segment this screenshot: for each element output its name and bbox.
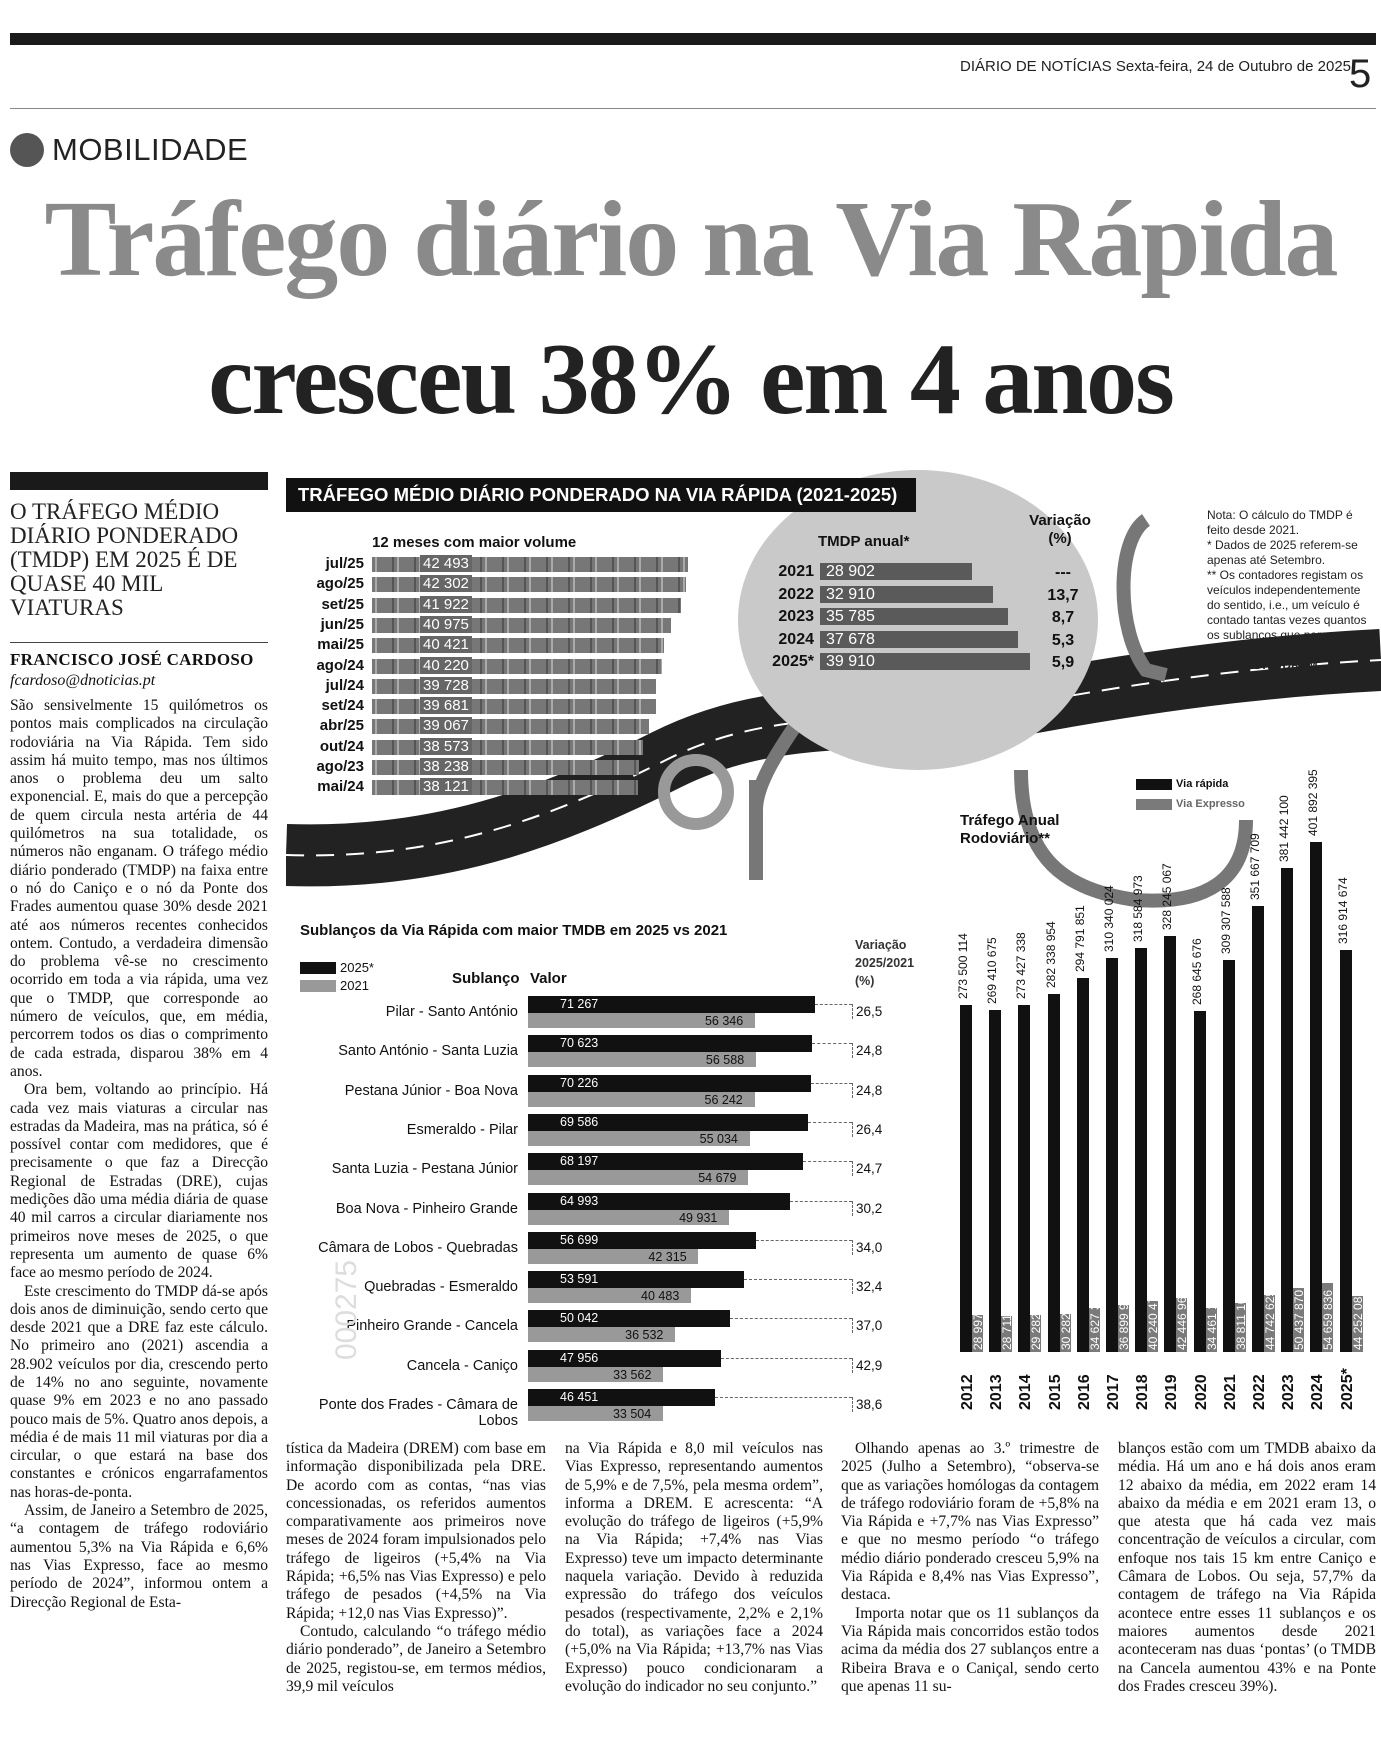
- article-column-3: [565, 1440, 823, 1696]
- label-via-rapida: 282 338 954: [1043, 921, 1058, 988]
- month-bar: [372, 780, 638, 795]
- sublanco-row: [290, 1271, 910, 1305]
- tmdp-value: 39 910: [826, 653, 875, 670]
- label-via-expresso: 30 282 091: [1058, 1289, 1073, 1350]
- label-via-expresso: 34 461 142: [1204, 1289, 1219, 1350]
- sublanco-row: [290, 1389, 910, 1429]
- month-value: 42 302: [420, 575, 472, 592]
- variation-value: 30,2: [852, 1201, 882, 1216]
- sublanco-row: [290, 1193, 910, 1227]
- months-chart-title: 12 meses com maior volume: [372, 534, 577, 551]
- leader-line: [803, 1161, 852, 1162]
- leader-line: [756, 1240, 852, 1241]
- month-label: ago/23: [316, 758, 364, 775]
- year-label: 2012: [959, 1374, 976, 1410]
- legend-via-rapida: [1136, 778, 1228, 790]
- label-via-expresso: 38 811 105: [1233, 1290, 1248, 1350]
- sublanco-row: [290, 1153, 910, 1187]
- variation-value: 26,5: [852, 1004, 882, 1019]
- month-label: jul/24: [325, 676, 364, 694]
- tmdp-year: 2024: [778, 630, 814, 648]
- month-label: ago/24: [316, 656, 364, 674]
- month-bar: [372, 699, 656, 714]
- author-email[interactable]: fcardoso@dnoticias.pt: [10, 672, 156, 689]
- label-via-expresso: 40 240 479: [1146, 1289, 1161, 1350]
- bar-2025: [528, 1310, 730, 1327]
- year-label: 2024: [1309, 1374, 1327, 1410]
- value-2021: 40 483: [641, 1289, 680, 1304]
- section-name: MOBILIDADE: [52, 132, 249, 167]
- label-via-rapida: 309 307 588: [1218, 886, 1233, 954]
- value-2021: 33 504: [612, 1407, 652, 1421]
- tmdp-year: 2021: [778, 563, 814, 580]
- sublanco-name: Ponte dos Frades - Câmara de Lobos: [318, 1397, 518, 1429]
- tmdp-chart-title: TMDP anual*: [818, 533, 910, 550]
- month-value: 40 975: [420, 616, 472, 633]
- column-sublanco: Sublanço: [452, 970, 520, 987]
- paragraph: tística da Madeira (DREM) com base em informação disponibilizada pela DRE. De acordo com as contas, “nas vias concessionadas, os referidos aumentos comparativamente aos primeiros nove meses de 2024 foram impulsionados pelo tráfego de ligeiros (+5,4% na Via Rápida; +6,5% nas Vias Expresso) e pelo tráfego de pesados (+4,5% na Via Rápida; +12,0 nas Vias Expresso)”.: [286, 1440, 546, 1622]
- tmdp-variation: 13,7: [1047, 586, 1079, 604]
- tmdp-variation: 5,3: [1051, 631, 1075, 649]
- article-column-4: [841, 1440, 1099, 1696]
- label-via-expresso: 54 659 836: [1321, 1289, 1336, 1350]
- tmdp-value: 28 902: [826, 563, 875, 580]
- section-label: [10, 130, 248, 170]
- value-2025: 56 699: [560, 1232, 599, 1247]
- sublanco-name: Pinheiro Grande - Cancela: [346, 1318, 518, 1335]
- header-divider: [10, 108, 1376, 109]
- value-2021: 33 562: [613, 1367, 652, 1382]
- leader-line: [811, 1083, 852, 1084]
- legend-2021: [300, 978, 369, 993]
- sublanco-name: Pilar - Santo António: [385, 1004, 518, 1020]
- bar-via-rapida: [1252, 906, 1264, 1352]
- label-via-rapida: 294 791 851: [1072, 905, 1087, 972]
- month-value: 38 238: [420, 758, 472, 775]
- legend-swatch: [1136, 799, 1172, 810]
- sublanco-name: Santo António - Santa Luzia: [338, 1043, 518, 1060]
- paragraph: Assim, de Janeiro a Setembro de 2025, “a contagem de tráfego rodoviário aumentou 5,3% na Via Rápida e 6,6% nas Vias Expresso, face ao mesmo período de 2024”, informou ontem a Direcção Regional de Esta-: [10, 1502, 268, 1611]
- sublanco-row: [290, 1232, 910, 1266]
- month-row: [300, 716, 700, 736]
- deck-bar: [10, 472, 268, 490]
- year-label: 2025*: [1338, 1368, 1356, 1410]
- label-via-expresso: 36 899 972: [1117, 1289, 1131, 1350]
- tmdp-row: [770, 606, 1100, 628]
- tmdp-variation: 5,9: [1051, 654, 1075, 671]
- variation-value: 24,7: [852, 1161, 882, 1176]
- month-label: mai/25: [317, 636, 364, 654]
- article-column-1: [10, 697, 268, 1612]
- month-bar: [372, 618, 671, 633]
- legend-label: 2025*: [340, 960, 374, 975]
- section-dot-icon: [10, 133, 44, 167]
- chart-note: [1207, 508, 1367, 673]
- variation-value: 24,8: [852, 1043, 882, 1058]
- label-via-rapida: 269 410 675: [985, 937, 1000, 1005]
- tmdp-row: [770, 561, 1100, 583]
- month-value: 40 421: [420, 636, 472, 653]
- month-label: out/24: [319, 737, 364, 755]
- month-value: 38 121: [420, 778, 472, 795]
- bar-via-rapida: [1281, 868, 1293, 1352]
- sublanco-name: Câmara de Lobos - Quebradas: [318, 1239, 518, 1256]
- label-via-rapida: 381 442 100: [1277, 795, 1292, 863]
- sublanco-name: Quebradas - Esmeraldo: [364, 1279, 518, 1296]
- month-label: jul/25: [325, 555, 364, 572]
- variation-value: 37,0: [852, 1318, 882, 1333]
- column-valor: Valor: [530, 970, 567, 987]
- bar-via-rapida: [1223, 960, 1235, 1352]
- value-2025: 70 226: [560, 1075, 599, 1090]
- tmdp-variation: ---: [1055, 564, 1071, 581]
- month-label: set/25: [321, 595, 364, 613]
- value-2025: 71 267: [560, 997, 599, 1011]
- year-label: 2017: [1105, 1374, 1122, 1410]
- legend-swatch: [300, 980, 336, 992]
- label-via-expresso: 44 742 625: [1263, 1289, 1277, 1350]
- leader-line: [721, 1358, 852, 1359]
- bar-via-rapida: [1310, 842, 1322, 1352]
- leader-line: [744, 1279, 852, 1280]
- month-row: [300, 554, 700, 574]
- month-value: 39 067: [420, 717, 472, 734]
- value-2025: 46 451: [560, 1390, 599, 1404]
- year-label: 2023: [1280, 1374, 1298, 1410]
- paragraph: São sensivelmente 15 quilómetros os pontos mais complicados na circulação rodoviária na Via Rápida. Tem sido assim há muito tempo, mas nos últimos anos o problema deu um salto exponencial. E, mais do que a percepção de quem circula nesta artéria de 44 quilómetros na sua totalidade, os números não enganam. O tráfego médio diário ponderado (TMDP) na faixa entre o nó do Caniço e o nó da Ponte dos Frades aumentou quase 30% desde 2021 até aos números recentes conhecidos ontem. Contudo, a verdadeira dimensão do problema vê-se no crescimento ocorrido em toda a via rápida, uma vez que o TMDP, que corresponde ao número de veículos, que, em média, percorrem todos os dias o comprimento de cada estrada, disparou 38% em 4 anos.: [10, 697, 268, 1080]
- sublanco-name: Cancela - Caniço: [406, 1357, 518, 1374]
- value-2025: 64 993: [560, 1193, 599, 1208]
- month-value: 41 922: [420, 596, 472, 613]
- variation-value: 34,0: [852, 1240, 882, 1255]
- month-bar: [372, 760, 639, 775]
- sublanco-row: [290, 1310, 910, 1344]
- month-label: ago/25: [316, 575, 364, 593]
- deck: O TRÁFEGO MÉDIO DIÁRIO PONDERADO (TMDP) EM 2025 É DE QUASE 40 MIL VIATURAS: [10, 499, 239, 620]
- sources: Fontes: DRE/DREM: [1207, 658, 1318, 672]
- headline-line2: cresceu 38% em 4 anos: [208, 323, 1173, 436]
- sublanco-row: [290, 1350, 910, 1384]
- label-via-expresso: 34 627 338: [1087, 1289, 1102, 1350]
- month-label: mai/24: [317, 778, 364, 796]
- paragraph: Olhando apenas ao 3.º trimestre de 2025 (Julho a Setembro), “observa-se que as variações homólogas da contagem de tráfego rodoviário foram de +5,8% na Via Rápida e +7,7% nas Vias Expresso” e que no mesmo período “o tráfego médio diário ponderado cresceu 5,9% na Via Rápida e 8,4% nas Vias Expresso”, destaca.: [841, 1440, 1099, 1604]
- paragraph: na Via Rápida e 8,0 mil veículos nas Vias Expresso, representando aumentos de 5,9% e de 7,5%, pela mesma ordem”, informa a DREM. E acrescenta: “A evolução do tráfego de ligeiros (+5,9% na Via Rápida; +7,4% nas Vias Expresso) teve um impacto determinante naquela variação. Devido à reduzida expressão do tráfego dos veículos pesados (respectivamente, 2,2% e 2,1% do total), as variações face a 2024 (+5,0% na Via Rápida; +13,7% nas Vias Expresso) pouco condicionaram a evolução do indicador no seu conjunto.”: [565, 1440, 823, 1695]
- sublanco-name: Pestana Júnior - Boa Nova: [344, 1082, 518, 1099]
- variation-value: 32,4: [852, 1279, 882, 1294]
- value-2021: 56 242: [704, 1092, 743, 1107]
- month-row: [300, 656, 700, 676]
- year-label: 2019: [1163, 1374, 1181, 1410]
- sublanco-name: Santa Luzia - Pestana Júnior: [331, 1161, 518, 1178]
- watermark: 000275: [330, 1259, 363, 1360]
- tmdp-value: 32 910: [826, 585, 875, 603]
- legend-swatch: [1136, 779, 1172, 790]
- tmdp-year: 2022: [778, 585, 814, 603]
- leader-line: [715, 1397, 852, 1398]
- bar-via-rapida: [1194, 1011, 1206, 1352]
- paragraph: Este crescimento do TMDP dá-se após dois anos de diminuição, sendo certo que desde 2021 que a DRE faz este cálculo. No primeiro ano (2021) ascendia a 28.902 veículos por dia, crescendo perto de 14% no ano seguinte, novamente quase 9% em 2023 e no ano passado pouco mais de 5%. Quatro anos depois, a média é de mais 11 mil viaturas por dia a circular, o que estará na base dos constantes e crónicos engarrafamentos nas horas-de-ponta.: [10, 1282, 268, 1501]
- year-label: 2013: [988, 1374, 1006, 1410]
- value-2021: 42 315: [648, 1249, 687, 1264]
- value-2025: 68 197: [560, 1154, 599, 1169]
- leader-line: [815, 1004, 852, 1005]
- sublanco-row: [290, 996, 910, 1030]
- value-2025: 53 591: [560, 1272, 599, 1287]
- month-row: [300, 696, 700, 716]
- label-via-rapida: 268 645 676: [1189, 938, 1204, 1006]
- value-2025: 69 586: [560, 1114, 599, 1129]
- value-2021: 54 679: [698, 1171, 737, 1186]
- tmdp-row: [770, 629, 1100, 651]
- sublanco-name: Boa Nova - Pinheiro Grande: [335, 1200, 518, 1217]
- paragraph: Contudo, calculando “o tráfego médio diário ponderado”, de Janeiro a Setembro de 2025, registou-se, em termos médios, 39,9 mil veículos: [286, 1622, 546, 1695]
- month-value: 38 573: [420, 738, 472, 755]
- tmdp-variation: 8,7: [1051, 609, 1075, 626]
- label-via-expresso: 44 252 082: [1350, 1289, 1365, 1350]
- leader-line: [730, 1318, 852, 1319]
- top-rule: [10, 33, 1376, 45]
- variation-value: 26,4: [852, 1122, 882, 1137]
- note-text: Nota: O cálculo do TMDP é feito desde 2021. * Dados de 2025 referem-se apenas até Setembro. ** Os contadores registam os veículos independentemente do sentido, i.e., um veículo é contado tantas vezes quantos os sublanços que percorre em cada sentido.: [1207, 508, 1367, 657]
- year-label: 2015: [1046, 1374, 1064, 1410]
- month-bar: [372, 719, 649, 734]
- bar-2025: [528, 1350, 721, 1367]
- label-via-expresso: 28 711 467: [1000, 1290, 1015, 1350]
- infographic-title: TRÁFEGO MÉDIO DIÁRIO PONDERADO NA VIA RÁPIDA (2021-2025): [286, 478, 916, 512]
- bar-via-rapida: [1077, 978, 1089, 1352]
- sublanco-row: [290, 1035, 910, 1069]
- value-2021: 56 346: [704, 1014, 744, 1028]
- month-value: 40 220: [420, 657, 472, 674]
- article-column-5: [1118, 1440, 1376, 1696]
- month-row: [300, 676, 700, 696]
- label-via-rapida: 273 500 114: [956, 933, 970, 1000]
- label-via-rapida: 328 245 067: [1160, 862, 1175, 930]
- month-bar: [372, 740, 643, 755]
- sublancos-chart-title: Sublanços da Via Rápida com maior TMDB em 2025 vs 2021: [300, 922, 728, 939]
- month-row: [300, 595, 700, 615]
- bar-2025: [528, 1389, 715, 1406]
- sublanco-name: Esmeraldo - Pilar: [406, 1121, 518, 1138]
- tmdp-row: [770, 651, 1100, 673]
- year-label: 2021: [1221, 1374, 1239, 1410]
- tmdp-year: 2025*: [772, 653, 814, 670]
- month-value: 39 728: [420, 677, 472, 694]
- month-bar: [372, 679, 656, 694]
- paragraph: Importa notar que os 11 sublanços da Via Rápida mais concorridos estão todos acima da média dos 27 sublanços entre a Ribeira Brava e o Caniçal, sendo certo que apenas 11 su-: [841, 1604, 1099, 1695]
- deck-divider: [10, 642, 268, 643]
- legend-label: Via Expresso: [1176, 798, 1245, 810]
- value-2021: 55 034: [699, 1131, 738, 1146]
- sublanco-row: [290, 1114, 910, 1148]
- label-via-expresso: 50 437 870: [1292, 1289, 1307, 1350]
- author: FRANCISCO JOSÉ CARDOSO: [10, 650, 254, 669]
- bar-via-rapida: [1048, 994, 1060, 1352]
- year-label: 2020: [1192, 1374, 1210, 1410]
- value-2025: 47 956: [560, 1350, 599, 1365]
- paragraph: Ora bem, voltando ao princípio. Há cada vez mais viaturas a circular nas estradas da Madeira, mas na prática, só é possível contar com medidores, que é precisamente o que faz a Direcção Regional de Estradas (DRE), cujas medições dão uma média diária de quase 40 mil carros a circular diariamente nos primeiros nove meses de 2025, o que representa um aumento de quase 6% face ao mesmo período de 2024.: [10, 1081, 268, 1282]
- sublanco-row: [290, 1075, 910, 1109]
- label-via-rapida: 351 667 709: [1248, 833, 1262, 900]
- value-2025: 70 623: [560, 1036, 599, 1051]
- month-value: 39 681: [420, 697, 472, 714]
- label-via-rapida: 310 340 024: [1102, 885, 1116, 953]
- month-label: abr/25: [319, 717, 364, 735]
- year-label: 2022: [1251, 1374, 1268, 1410]
- label-via-expresso: 29 282 869: [1029, 1289, 1044, 1350]
- month-bar: [372, 638, 664, 653]
- variation-value: 38,6: [852, 1397, 882, 1412]
- label-via-expresso: 42 446 962: [1175, 1289, 1190, 1350]
- annual-chart-title: Tráfego Anual Rodoviário**: [960, 812, 1060, 847]
- legend-label: Via rápida: [1176, 778, 1229, 790]
- label-via-rapida: 273 427 338: [1014, 932, 1029, 1000]
- month-label: set/24: [321, 697, 364, 715]
- masthead: DIÁRIO DE NOTÍCIAS Sexta-feira, 24 de Outubro de 2025: [960, 58, 1352, 75]
- tmdp-row: [770, 584, 1100, 606]
- value-2021: 49 931: [679, 1210, 718, 1225]
- month-value: 42 493: [420, 555, 472, 572]
- bar-via-rapida: [1340, 950, 1352, 1352]
- sublancos-variation-title: Variação 2025/2021 (%): [855, 938, 915, 988]
- article-column-2: [286, 1440, 546, 1696]
- value-2021: 36 532: [625, 1328, 664, 1343]
- year-label: 2018: [1134, 1374, 1152, 1410]
- month-label: jun/25: [320, 615, 364, 633]
- label-via-rapida: 318 584 973: [1131, 875, 1146, 942]
- value-2021: 56 588: [705, 1053, 745, 1068]
- paragraph: blanços estão com um TMDB abaixo da média. Há um ano e há dois anos eram 12 abaixo da média, em 2022 eram 14 abaixo da média e em 2021 eram 13, o que atesta que há cada vez mais concentração de veículos a circular, com enfoque nos tais 15 km entre Caniço e Câmara de Lobos. Ou seja, 57,7% da contagem de tráfego na Via Rápida acontece entre esses 11 sublanços e os maiores aumentos desde 2021 aconteceram nas duas ‘pontas’ (o TMDB na Cancela aumentou 43% e na Ponte dos Frades cresceu 39%).: [1118, 1440, 1376, 1695]
- tmdp-year: 2023: [778, 608, 814, 625]
- month-row: [300, 737, 700, 757]
- year-label: 2016: [1075, 1374, 1093, 1410]
- month-bar: [372, 598, 681, 613]
- variation-value: 24,8: [852, 1083, 882, 1098]
- legend-label: 2021: [340, 978, 369, 993]
- label-via-expresso: 28 997 982: [971, 1289, 985, 1350]
- page-number: 5: [1349, 52, 1372, 96]
- tmdp-variation-title: Variação (%): [1029, 512, 1091, 547]
- legend-2025: [300, 960, 374, 975]
- month-row: [300, 574, 700, 594]
- month-row: [300, 777, 700, 797]
- tmdp-value: 37 678: [826, 630, 875, 648]
- label-via-rapida: 401 892 395: [1306, 769, 1321, 837]
- value-2025: 50 042: [560, 1311, 599, 1326]
- leader-line: [808, 1122, 852, 1123]
- tmdp-value: 35 785: [826, 608, 875, 625]
- leader-line: [812, 1043, 852, 1044]
- month-row: [300, 635, 700, 655]
- legend-via-expresso: [1136, 798, 1245, 810]
- month-row: [300, 615, 700, 635]
- legend-swatch: [300, 962, 336, 974]
- variation-value: 42,9: [852, 1358, 882, 1373]
- month-row: [300, 757, 700, 777]
- leader-line: [790, 1201, 852, 1202]
- year-label: 2014: [1017, 1374, 1035, 1410]
- month-bar: [372, 659, 662, 674]
- label-via-rapida: 316 914 674: [1335, 877, 1350, 944]
- headline-line1: Tráfego diário na Via Rápida: [44, 180, 1337, 299]
